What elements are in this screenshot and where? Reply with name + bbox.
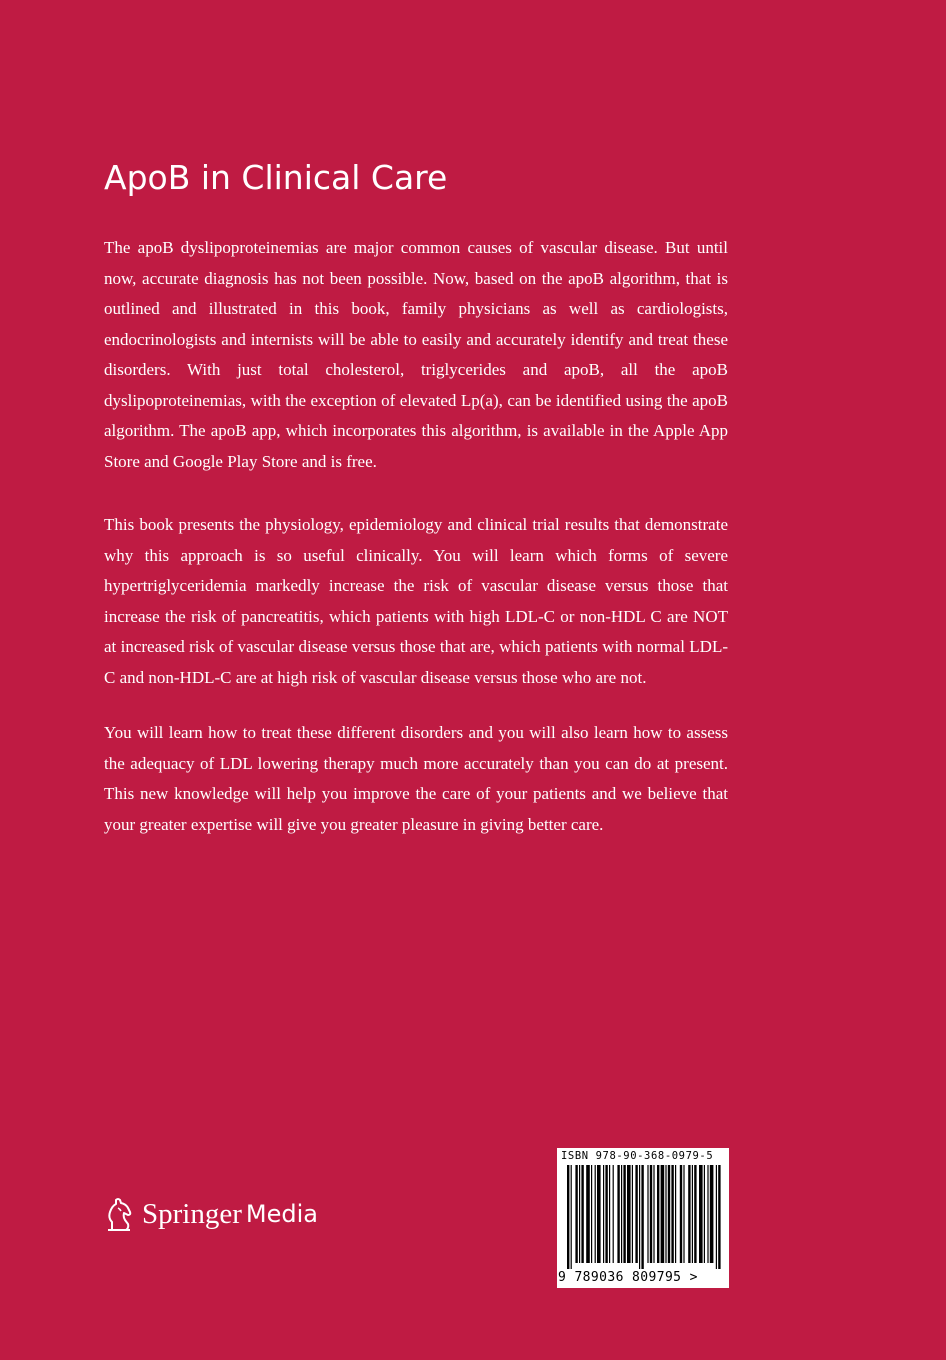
barcode-bar — [617, 1165, 619, 1263]
barcode-bar — [595, 1165, 596, 1263]
barcode-bar — [694, 1165, 696, 1263]
description-paragraph-3: You will learn how to treat these different disorders and you will also learn how to assess the adequacy of LDL lowering therapy much more accurately than you can do at present. This new knowledge will help you improve the care of your patients and we believe that your greater expertise will give you greater pleasure in giving better care. — [104, 723, 728, 834]
barcode-bar — [571, 1165, 572, 1269]
barcode-bar — [581, 1165, 583, 1263]
barcode-bar — [597, 1165, 601, 1263]
barcode-bar — [591, 1165, 592, 1263]
barcode-bar — [632, 1165, 633, 1263]
publisher-name: Springer — [142, 1197, 242, 1230]
description-paragraph-1: The apoB dyslipoproteinemias are major common causes of vascular disease. But until now, accurate diagnosis has not been possible. Now, based on the apoB algorithm, that is outlined and illustrated in this book, family physicians as well as cardiologists, endocrinologists and internists will be able to easily and accurately identify and treat these disorders. With just total cholesterol, triglycerides and apoB, all the apoB dyslipoproteinemias, with the exception of elevated Lp(a), can be identified using the apoB algorithm. The apoB app, which incorporates this algorithm, is available in the Apple App Store and Google Play Store and is free. — [104, 238, 728, 471]
isbn-label: ISBN 978-90-368-0979-5 — [561, 1150, 714, 1162]
barcode-bar — [575, 1165, 577, 1263]
barcode-bar — [707, 1165, 708, 1263]
barcode-bar — [675, 1165, 676, 1263]
barcode-bar — [665, 1165, 666, 1263]
barcode-bar — [635, 1165, 637, 1263]
barcode-bar — [613, 1165, 614, 1263]
barcode-bar — [621, 1165, 622, 1263]
barcode-bar — [641, 1165, 643, 1269]
barcode-bar — [671, 1165, 673, 1263]
barcode-bar — [680, 1165, 682, 1263]
barcode-bar — [657, 1165, 659, 1263]
isbn-barcode — [557, 1148, 729, 1288]
barcode-bar — [704, 1165, 705, 1263]
barcode-bar — [567, 1165, 569, 1269]
barcode-bar — [609, 1165, 610, 1263]
barcode-bar — [688, 1165, 690, 1263]
book-title: ApoB in Clinical Care — [104, 158, 448, 197]
barcode-bar — [579, 1165, 580, 1263]
barcode-bar — [586, 1165, 590, 1263]
barcode-bar — [716, 1165, 717, 1269]
barcode-bar — [650, 1165, 652, 1263]
barcode-bar — [605, 1165, 607, 1263]
publisher-suffix: Media — [245, 1200, 318, 1228]
barcode-bar — [699, 1165, 703, 1263]
barcode-bar — [627, 1165, 631, 1263]
publisher-logo — [104, 1196, 318, 1232]
description-paragraph-2: This book presents the physiology, epidemiology and clinical trial results that demonstrate why this approach is so useful clinically. You will learn which forms of severe hypertriglyceridemia markedly increase the risk of vascular disease versus those that increase the risk of pancreatitis, which patients with high LDL-C or non-HDL C are NOT at increased risk of vascular disease versus those that are, which patients with normal LDL-C and non-HDL-C are at high risk of vascular disease versus those who are not. — [104, 515, 728, 687]
barcode-bar — [710, 1165, 714, 1263]
barcode-bar — [661, 1165, 665, 1263]
barcode-bar — [647, 1165, 648, 1263]
barcode-bar — [718, 1165, 720, 1269]
barcode-bar — [603, 1165, 604, 1263]
springer-horse-icon — [104, 1196, 134, 1232]
barcode-digits: 9 789036 809795 > — [558, 1270, 698, 1285]
barcode-bar — [683, 1165, 684, 1263]
barcode-bar — [692, 1165, 693, 1263]
barcode-bar — [668, 1165, 670, 1263]
barcode-bar — [623, 1165, 625, 1263]
barcode-bars — [561, 1165, 725, 1269]
barcode-bar — [653, 1165, 654, 1263]
barcode-bar — [639, 1165, 640, 1269]
